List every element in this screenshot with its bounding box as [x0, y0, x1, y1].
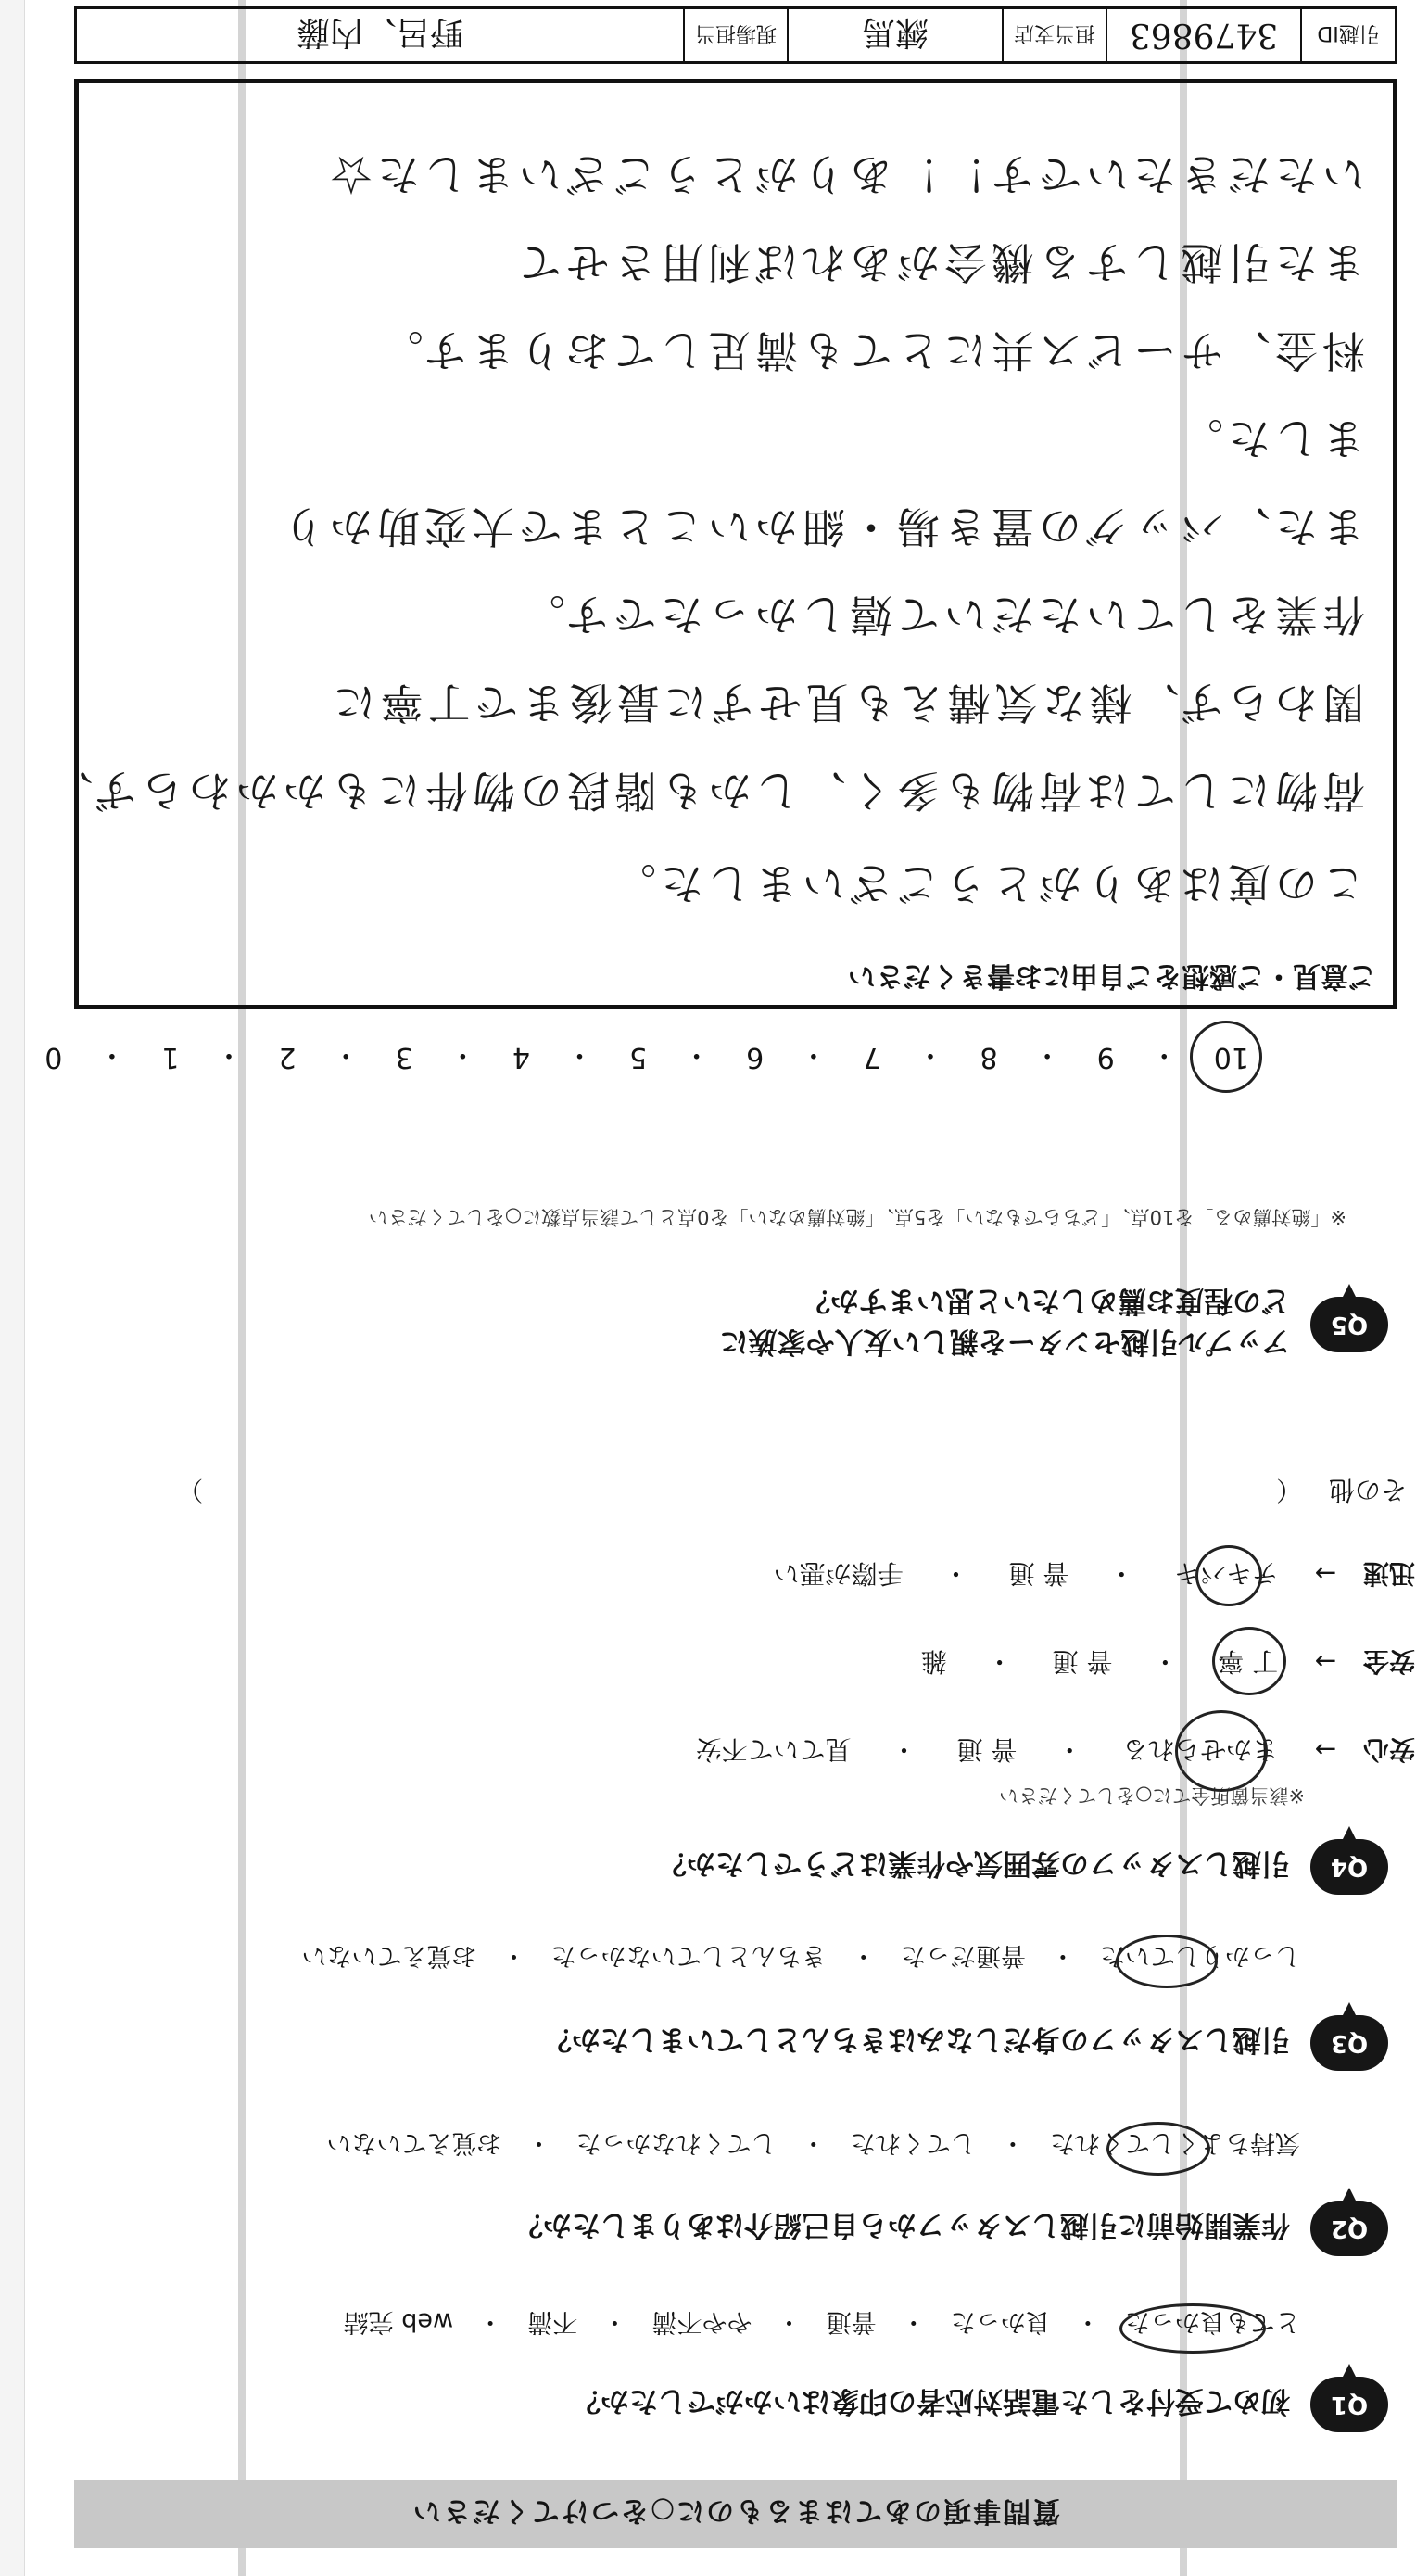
choice-separator: ・	[986, 1646, 1013, 1677]
q1-choice[interactable]: 普通	[826, 2307, 877, 2336]
handwritten-comment-line: 関わらず、様な気構えも見せずに最後まで丁寧に	[328, 678, 1365, 728]
q1-choice[interactable]: web 完結	[343, 2307, 454, 2336]
q2-choice[interactable]: 気持ちよくしてくれた	[1050, 2128, 1300, 2157]
choice-separator: ・	[682, 1038, 711, 1071]
q4-row-other	[91, 1473, 1407, 1510]
q1-handwritten-circle	[1119, 2303, 1266, 2354]
q1-badge: Q1	[1310, 2377, 1388, 2432]
score-option[interactable]: 0	[44, 1041, 63, 1074]
handwritten-comment-line: この度はありがとうございました。	[609, 858, 1365, 908]
branch-label: 担当支店	[1002, 9, 1106, 61]
q4-anshin-handwritten-circle	[1175, 1710, 1268, 1792]
question-q4	[658, 1834, 1388, 1899]
score-option[interactable]: 5	[629, 1041, 648, 1074]
choice-separator: ・	[942, 1558, 969, 1589]
choice-separator: ・	[1075, 2307, 1101, 2336]
q4-row-anshin	[696, 1732, 1415, 1770]
q1-choice[interactable]: とても良かった	[1125, 2307, 1300, 2336]
handwritten-comment-line: ました。	[1176, 413, 1365, 463]
q4-question-text: 引越しスタッフの雰囲気や作業はどうでしたか？	[658, 1846, 1290, 1881]
q3-question-text: 引越しスタッフの身だしなみはきちんとしていましたか？	[543, 2023, 1290, 2057]
q1-choice[interactable]: 良かった	[950, 2307, 1051, 2336]
choice-separator: ・	[901, 2307, 927, 2336]
score-option[interactable]: 1	[161, 1041, 180, 1074]
q2-choice[interactable]: してくれた	[850, 2128, 976, 2157]
choice-separator: ・	[332, 1038, 360, 1071]
q4-option[interactable]: 丁 寧	[1218, 1646, 1279, 1677]
q1-choice[interactable]: 不満	[527, 2307, 578, 2336]
choice-separator: ・	[1108, 1558, 1135, 1589]
q4-row-label: 迅速	[1362, 1558, 1415, 1589]
choice-separator: ・	[851, 1941, 877, 1970]
open-paren: （	[1276, 1475, 1303, 1505]
arrow-right-icon: →	[1314, 1734, 1337, 1765]
q4-option[interactable]: 手際が悪い	[773, 1558, 904, 1589]
branch-value: 練馬	[787, 9, 1002, 61]
q4-option[interactable]: 普 通	[956, 1734, 1018, 1765]
handwritten-comment-line: 荷物にしては荷物も多く、しかも階段の物件にもかかわらず、	[45, 766, 1365, 816]
q4-option[interactable]: テキパキ	[1174, 1558, 1279, 1589]
score-option[interactable]: 6	[746, 1041, 765, 1074]
choice-separator: ・	[777, 2307, 803, 2336]
choice-separator: ・	[526, 2128, 552, 2157]
choice-separator: ・	[477, 2307, 503, 2336]
staff-info-table	[74, 6, 1397, 64]
close-paren: ）	[177, 1475, 204, 1505]
score-option[interactable]: 2	[278, 1041, 297, 1074]
q5-badge: Q5	[1310, 1297, 1388, 1352]
choice-separator: ・	[1152, 1646, 1179, 1677]
q2-question-text: 作業開始前に引越しスタッフから自己紹介はありましたか？	[514, 2208, 1290, 2242]
handwritten-comment-line: また引越しする機会があれば利用させて	[514, 237, 1365, 287]
q4-option[interactable]: まかせられる	[1122, 1734, 1279, 1765]
q4-badge: Q4	[1310, 1839, 1388, 1895]
choice-separator: ・	[501, 1941, 527, 1970]
q5-question-line: アップル引越センターを親しい友人や家族に	[719, 1325, 1290, 1358]
q3-badge: Q3	[1310, 2015, 1388, 2071]
comments-title: ご意見・ご感想をご自由にお書きください	[848, 959, 1376, 992]
score-option[interactable]: 10	[1213, 1041, 1249, 1074]
move-id-value: 3479863	[1106, 9, 1300, 61]
choice-separator: ・	[1000, 2128, 1026, 2157]
q4-anzen-handwritten-circle	[1212, 1627, 1286, 1695]
q4-row-jinsoku	[774, 1556, 1415, 1593]
q5-question-line: どの程度お薦めしたいと思いますか？	[802, 1284, 1290, 1317]
q5-question-text	[720, 1280, 1290, 1362]
scan-edge-strip	[0, 0, 25, 2576]
q5-handwritten-circle	[1190, 1021, 1262, 1093]
q3-handwritten-circle	[1116, 1935, 1218, 1988]
choice-separator: ・	[891, 1734, 917, 1765]
handwritten-comment-line: いただきたいです！！ありがとうございました☆	[325, 149, 1365, 199]
q4-jinsoku-handwritten-circle	[1195, 1545, 1262, 1606]
question-q3	[543, 2011, 1388, 2075]
question-q2	[514, 2196, 1388, 2261]
q2-choice[interactable]: お覚えていない	[326, 2128, 502, 2157]
q1-choice[interactable]: やや不満	[651, 2307, 752, 2336]
move-id-label: 引越ID	[1300, 9, 1395, 61]
q4-option[interactable]: 見ていて不安	[695, 1734, 852, 1765]
q4-option[interactable]: 普 通	[1008, 1558, 1069, 1589]
question-q5	[720, 1250, 1388, 1362]
handwritten-comment-line: また、バッグの置き場・細かいことまで大変助かり	[278, 501, 1365, 552]
q2-handwritten-circle	[1106, 2122, 1210, 2176]
staff-label: 現場担当	[683, 9, 787, 61]
choice-separator: ・	[215, 1038, 244, 1071]
comments-box	[45, 79, 1397, 1009]
q3-choice[interactable]: 普通だった	[900, 1941, 1026, 1970]
choice-separator: ・	[916, 1038, 944, 1071]
handwritten-comment-line: 料金、サービス共にとても満足しております。	[375, 325, 1365, 375]
q3-choice[interactable]: きちんとしていなかった	[550, 1941, 827, 1970]
score-option[interactable]: 9	[1096, 1041, 1115, 1074]
choice-separator: ・	[1056, 1734, 1083, 1765]
q2-badge: Q2	[1310, 2201, 1388, 2256]
score-option[interactable]: 4	[512, 1041, 530, 1074]
instructions-header-bar: 質問事項のあてはまるものに○をつけてください	[74, 2480, 1397, 2548]
q4-row-label: 安全	[1362, 1646, 1415, 1677]
q4-row-anzen	[921, 1644, 1415, 1681]
choice-separator: ・	[1150, 1038, 1179, 1071]
handwritten-comment-line: 作業をしていただいて嬉しかったです。	[517, 590, 1365, 640]
q3-choice[interactable]: お覚えていない	[301, 1941, 477, 1970]
choice-separator: ・	[799, 1038, 828, 1071]
choice-separator: ・	[449, 1038, 477, 1071]
q2-choice[interactable]: してくれなかった	[575, 2128, 777, 2157]
arrow-right-icon: →	[1314, 1558, 1337, 1589]
choice-separator: ・	[565, 1038, 594, 1071]
choice-separator: ・	[801, 2128, 827, 2157]
score-option[interactable]: 7	[863, 1041, 881, 1074]
q4-note: ※該当箇所全てに○をしてください	[999, 1784, 1305, 1807]
q4-other-label: その他	[1328, 1475, 1407, 1505]
staff-value: 野呂、内藤	[297, 13, 464, 52]
question-q1	[572, 2372, 1388, 2437]
choice-separator: ・	[97, 1038, 126, 1071]
score-option[interactable]: 8	[980, 1041, 998, 1074]
arrow-right-icon: →	[1314, 1646, 1337, 1677]
choice-separator: ・	[1050, 1941, 1076, 1970]
q5-score-scale	[44, 1030, 1249, 1085]
q3-choice[interactable]: しっかりしていた	[1100, 1941, 1300, 1970]
q4-row-label: 安心	[1362, 1734, 1415, 1765]
choice-separator: ・	[1033, 1038, 1062, 1071]
q5-note: ※「絶対薦める」を10点、「どちらでもない」を5点、「絶対薦めない」を0点として該当点数に○をしてください	[368, 1206, 1346, 1228]
choice-separator: ・	[601, 2307, 627, 2336]
q4-option[interactable]: 普 通	[1052, 1646, 1113, 1677]
q4-option[interactable]: 雑	[920, 1646, 947, 1677]
q1-question-text: 初めて受付をした電話対応者の印象はいかがでしたか？	[572, 2384, 1290, 2418]
score-option[interactable]: 3	[395, 1041, 413, 1074]
